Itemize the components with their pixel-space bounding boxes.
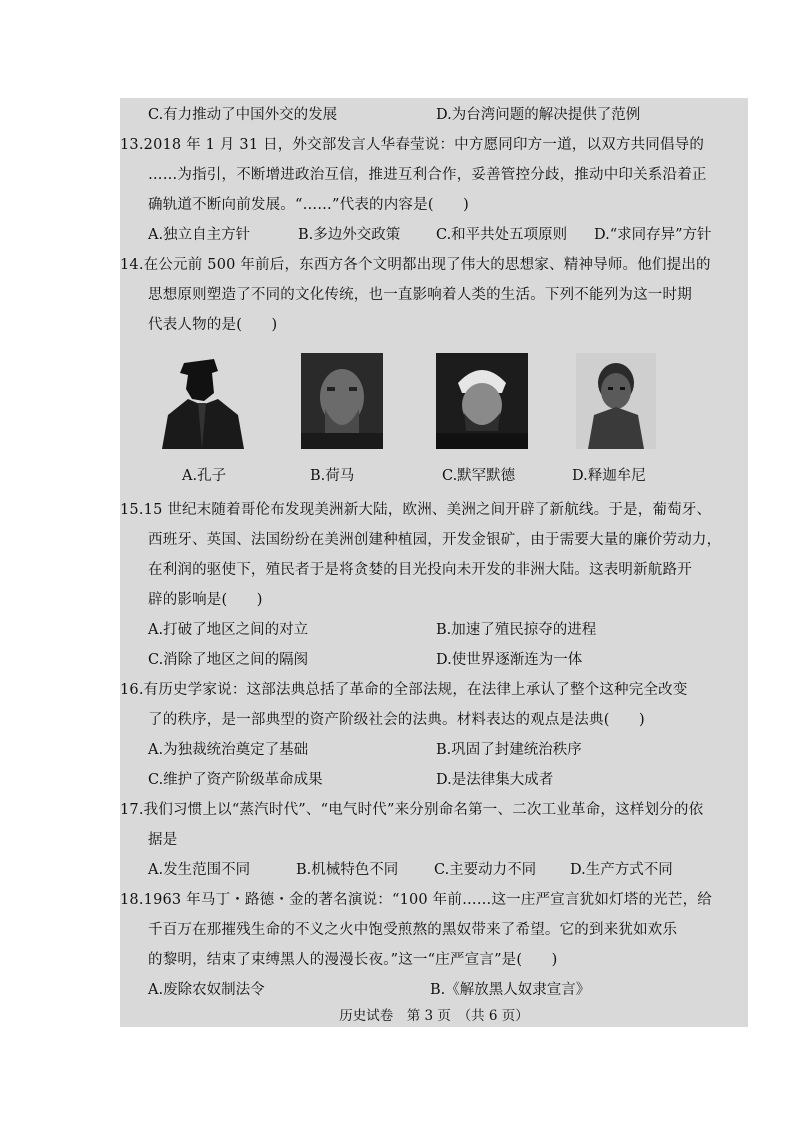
q14-option-b: B.荷马	[310, 468, 355, 484]
q16-option-b: B.巩固了封建统治秩序	[436, 742, 582, 758]
q18-option-a: A.废除农奴制法令	[148, 982, 265, 998]
q16-stem-line-2: 了的秩序，是一部典型的资产阶级社会的法典。材料表达的观点是法典( )	[148, 712, 645, 728]
q13-option-a: A.独立自主方针	[148, 227, 251, 243]
q13-option-c: C.和平共处五项原则	[436, 227, 568, 243]
q16-option-c: C.维护了资产阶级革命成果	[148, 772, 323, 788]
q15-option-a: A.打破了地区之间的对立	[148, 622, 309, 638]
q17-option-d: D.生产方式不同	[570, 862, 673, 878]
q14-option-d: D.释迦牟尼	[572, 468, 646, 484]
q15-stem-line-3: 在利润的驱使下，殖民者于是将贪婪的目光投向未开发的非洲大陆。这表明新航路开	[148, 562, 692, 578]
q14-option-c: C.默罕默德	[442, 468, 516, 484]
q13-option-d: D.“求同存异”方针	[594, 227, 712, 243]
q13-option-b: B.多边外交政策	[298, 227, 401, 243]
q17-option-a: A.发生范围不同	[148, 862, 251, 878]
homer-portrait	[301, 353, 383, 449]
q17-option-c: C.主要动力不同	[434, 862, 537, 878]
q18-stem-line-3: 的黎明，结束了束缚黑人的漫漫长夜。”这一“庄严宣言”是( )	[148, 952, 558, 968]
q12-option-d: D.为台湾问题的解决提供了范例	[436, 107, 641, 123]
q14-option-a: A.孔子	[182, 468, 227, 484]
q17-option-b: B.机械特色不同	[296, 862, 399, 878]
q18-stem-line-1: 18.1963 年马丁・路德・金的著名演说：“100 年前……这一庄严宣言犹如灯塔的光芒，给	[120, 892, 712, 908]
q15-stem-line-4: 辟的影响是( )	[148, 592, 263, 608]
q14-stem-line-2: 思想原则塑造了不同的文化传统，也一直影响着人类的生活。下列不能列为这一时期	[148, 287, 692, 303]
q16-option-d: D.是法律集大成者	[436, 772, 554, 788]
page-footer: 历史试卷 第 3 页 （共 6 页）	[339, 1008, 529, 1024]
q16-stem-line-1: 16.有历史学家说：这部法典总括了革命的全部法规，在法律上承认了整个这种完全改变	[120, 682, 688, 698]
q16-option-a: A.为独裁统治奠定了基础	[148, 742, 309, 758]
q13-stem-line-1: 13.2018 年 1 月 31 日，外交部发言人华春莹说：中方愿同印方一道，以双方共同倡导的	[120, 137, 705, 153]
exam-page	[120, 98, 748, 1027]
q14-stem-line-1: 14.在公元前 500 年前后，东西方各个文明都出现了伟大的思想家、精神导师。他们提出的	[120, 257, 711, 273]
q15-stem-line-2: 西班牙、英国、法国纷纷在美洲创建种植园，开发金银矿，由于需要大量的廉价劳动力，	[148, 532, 722, 548]
q15-stem-line-1: 15.15 世纪末随着哥伦布发现美洲新大陆，欧洲、美洲之间开辟了新航线。于是，葡萄牙、	[120, 502, 712, 518]
q13-stem-line-3: 确轨道不断向前发展。“……”代表的内容是( )	[148, 197, 469, 213]
q18-stem-line-2: 千百万在那摧残生命的不义之火中饱受煎熬的黑奴带来了希望。它的到来犹如欢乐	[148, 922, 678, 938]
q12-option-c: C.有力推动了中国外交的发展	[148, 107, 338, 123]
q15-option-d: D.使世界逐渐连为一体	[436, 652, 583, 668]
q13-stem-line-2: ……为指引，不断增进政治互信，推进互利合作，妥善管控分歧，推动中印关系沿着正	[148, 167, 707, 183]
q15-option-b: B.加速了殖民掠夺的进程	[436, 622, 597, 638]
q14-stem-line-3: 代表人物的是( )	[148, 317, 278, 333]
q15-option-c: C.消除了地区之间的隔阂	[148, 652, 309, 668]
confucius-portrait	[154, 353, 250, 449]
buddha-portrait	[576, 353, 656, 449]
q17-stem-line-2: 据是	[148, 832, 178, 848]
muhammad-portrait	[436, 353, 528, 449]
q18-option-b: B.《解放黑人奴隶宣言》	[430, 982, 591, 998]
q17-stem-line-1: 17.我们习惯上以“蒸汽时代”、“电气时代”来分别命名第一、二次工业革命，这样划分的依	[120, 802, 704, 818]
